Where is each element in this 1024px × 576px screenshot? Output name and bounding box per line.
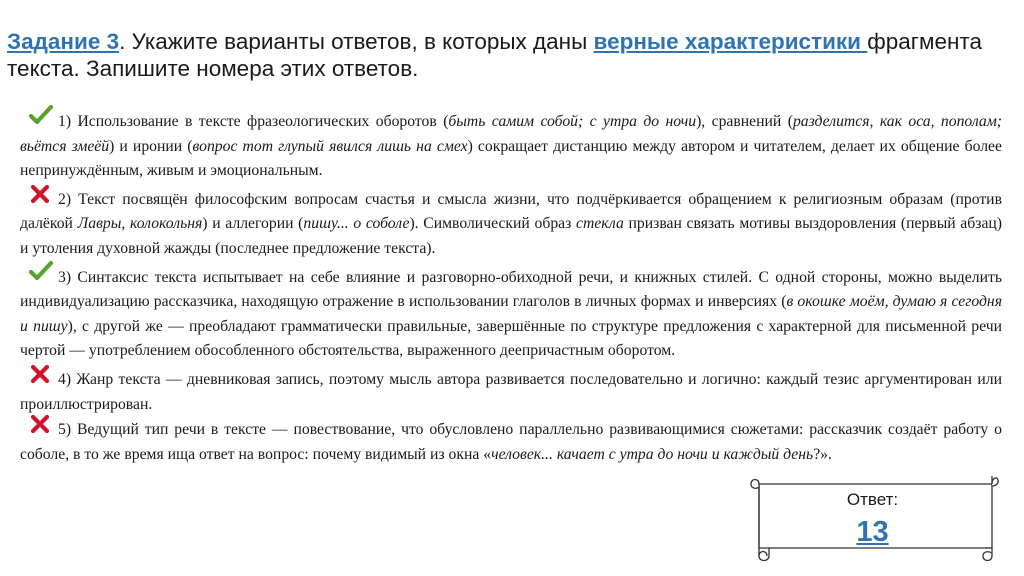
option-text-run: 1) Использование в тексте фразеологических оборотов ( [58, 113, 449, 130]
option-text-run: 3) Синтаксис текста испытывает на себе влияние и разговорно-обиходной речи, и книжных стилей. С одной стороны, можно выделить индивидуализацию рассказчика, находящую отражение в использовании глаголов в личных формах и инверсиях ( [20, 268, 1002, 311]
cross-icon [28, 362, 54, 388]
answer-option [20, 110, 1002, 184]
option-text-run: ), сравнений ( [696, 113, 793, 130]
option-text-run: ) и иронии ( [109, 137, 193, 155]
answer-option [20, 188, 1002, 262]
task-text-before: . Укажите варианты ответов, в которых даны [119, 29, 594, 54]
option-text-run: пишу... о соболе [303, 215, 410, 233]
option-text-run: человек... качает с утра до ночи и каждый день [491, 445, 814, 463]
checkmark-icon [28, 260, 54, 286]
option-text-run: ) и аллегории ( [202, 215, 304, 233]
option-text-run: ), с другой же — преобладают грамматически правильные, завершённые по структуре предложения с характерной для письменной речи чертой — употреблением обособленного обстоятельства, выраженного деепричастным оборотом. [20, 317, 1002, 360]
option-text-run: призван связать мотивы выздоровления (первый абзац) и утоления духовной жажды (последнее предложение текста). [20, 215, 1003, 257]
option-text-run: ?». [813, 445, 832, 463]
option-text-run: быть самим собой; с утра до ночи [448, 113, 697, 130]
task-label: Задание 3 [7, 29, 120, 54]
answer-options-list [20, 110, 1002, 467]
option-text-run: в окошке моём, думаю я сегодня и пишу [20, 293, 1002, 335]
answer-label: Ответ: [846, 490, 899, 509]
option-text-run: стекла [576, 215, 624, 233]
answer-option [20, 266, 1002, 364]
option-text-run: разделится, как оса, пополам; вьётся змеёй [20, 113, 1002, 155]
option-text-run: 2) Текст посвящён философским вопросам счастья и смысла жизни, что подчёркивается обращением к религиозным образам (против далёкой [20, 190, 1002, 233]
option-text-run: ). Символический образ [409, 215, 577, 233]
answer-scroll [745, 470, 1000, 565]
task-text-after: фрагмента текста. Запишите номера этих ответов. [7, 29, 982, 81]
cross-icon [28, 412, 54, 438]
answer-option [20, 368, 1002, 417]
task-heading [7, 28, 1017, 82]
cross-icon [28, 182, 54, 208]
option-text-run: вопрос тот глупый явился лишь на смех [192, 137, 468, 155]
option-text-run: Лавры, колокольня [77, 215, 203, 233]
answer-value: 13 [856, 516, 889, 548]
option-text-run: 4) Жанр текста — дневниковая запись, поэтому мысль автора развивается последовательно и логично: каждый тезис аргументирован или проиллюстрирован. [20, 370, 1002, 413]
option-text-run: 5) Ведущий тип речи в тексте — повествование, что обусловлено параллельно развивающимися сюжетами: рассказчик создаёт работу о соболе, в то же время ища ответ на вопрос: почему видимый из окна « [20, 421, 1002, 463]
task-highlight: верные характеристики [593, 29, 868, 54]
option-text-run: ) сокращает дистанцию между автором и читателем, делает их общение более непринуждённым, живым и эмоциональным. [20, 137, 1002, 180]
answer-option [20, 418, 1002, 467]
checkmark-icon [28, 104, 54, 130]
